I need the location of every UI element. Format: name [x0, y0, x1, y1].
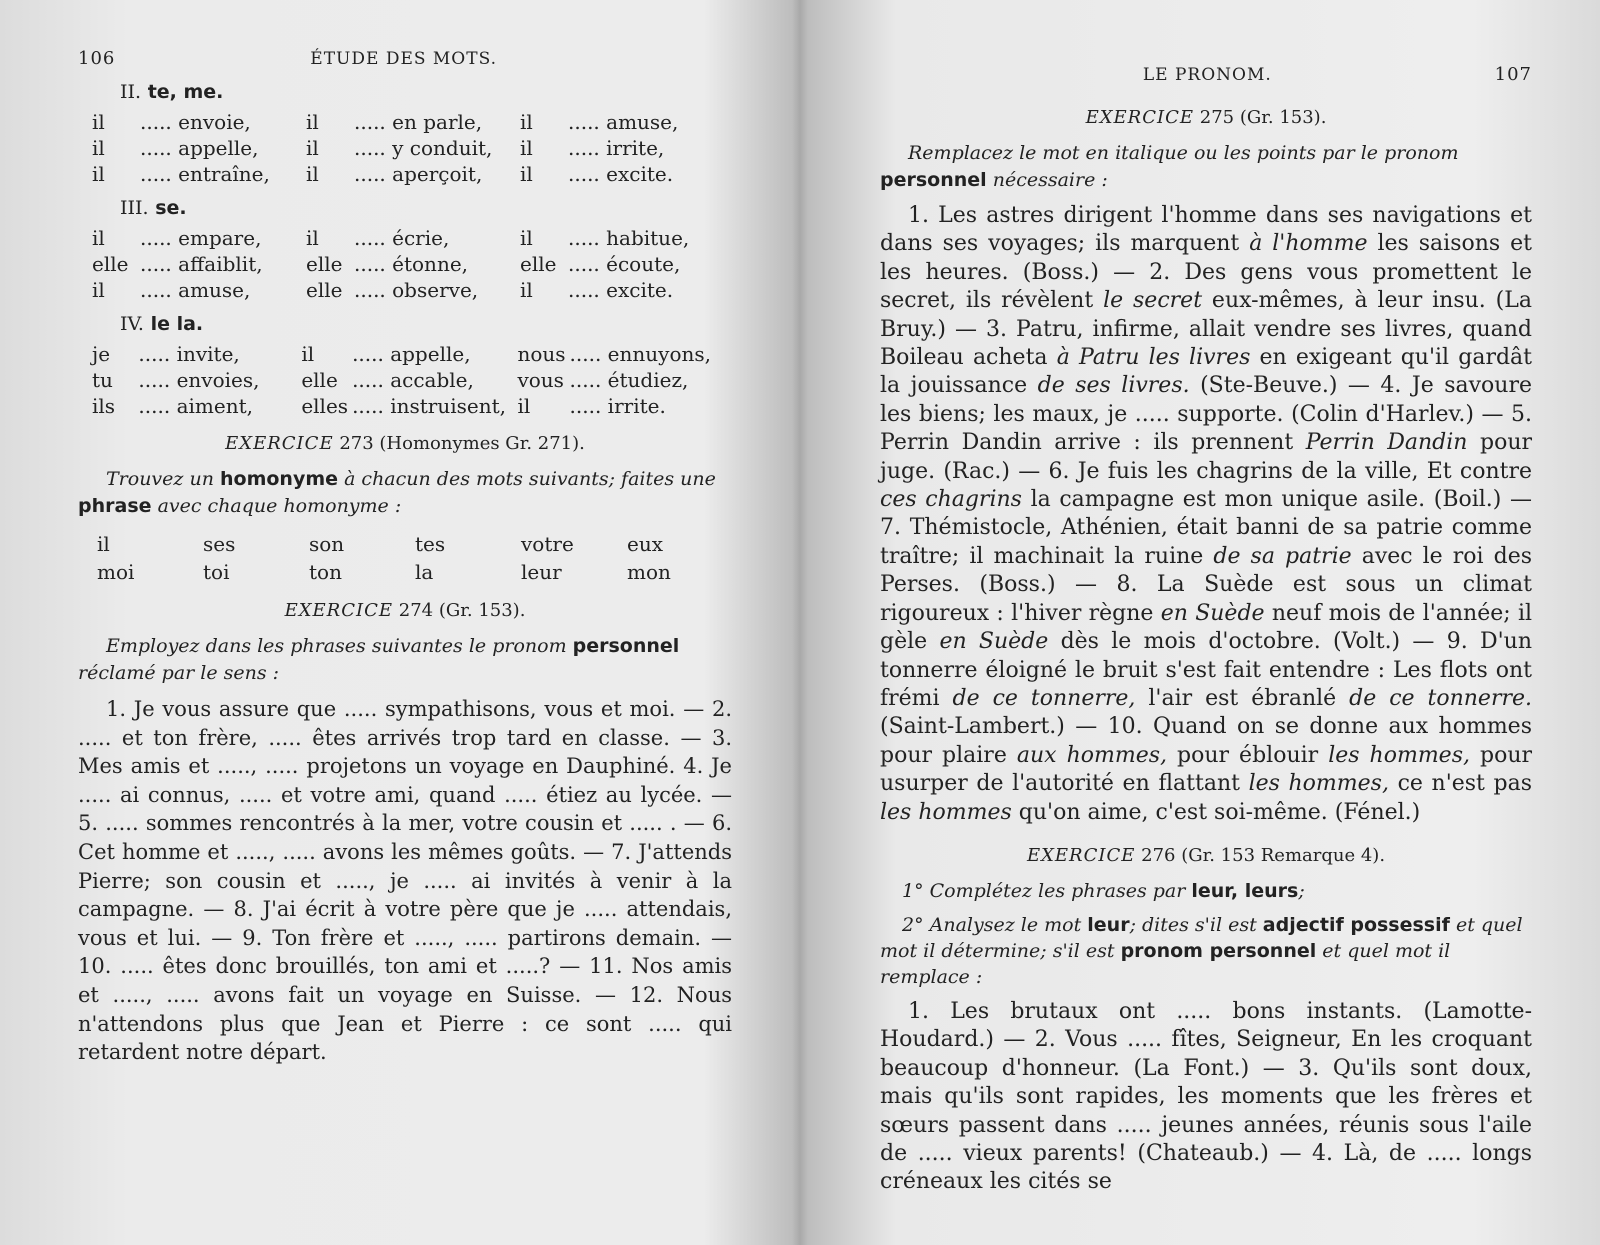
drill-table: [90, 225, 732, 303]
drill-row: [90, 251, 732, 277]
section-numeral: III.: [120, 197, 149, 219]
italic-run: de ce tonnerre,: [952, 685, 1136, 711]
exercise-274-title: [78, 600, 732, 621]
text-run: pour éblouir: [1167, 742, 1329, 768]
section-title: te, me.: [147, 81, 224, 103]
text-run: pour juge. (Rac.) — 6. Je fuis les chagrins de la ville, Et contre: [880, 430, 1532, 484]
section-heading: [120, 313, 732, 335]
pronoun-cell: elles: [301, 394, 349, 418]
verb-cell: ..... appelle,: [140, 136, 259, 160]
verb-cell: ..... ennuyons,: [569, 342, 711, 366]
text-run: neuf mois de l'année; il gèle: [880, 600, 1533, 655]
verb-cell: ..... aperçoit,: [354, 162, 483, 186]
exercise-273-title: [78, 433, 732, 454]
exercise-label: EXERCICE: [225, 433, 334, 454]
italic-run: les hommes,: [1328, 742, 1470, 768]
drill-sections: [78, 81, 732, 419]
instr-bold: adjectif possessif: [1262, 913, 1450, 936]
homonym-word: toi: [203, 560, 230, 584]
verb-cell: ..... écoute,: [568, 252, 681, 276]
homonym-word: ses: [203, 532, 236, 556]
instr-text: ; dites s'il est: [1129, 913, 1257, 936]
italic-run: en Suède: [1160, 600, 1265, 626]
pronoun-cell: il: [520, 162, 533, 186]
italic-run: de ses livres.: [1037, 373, 1190, 399]
drill-row: [90, 393, 732, 419]
pronoun-cell: il: [301, 342, 315, 366]
text-run: qu'on aime, c'est soi-même. (Fénel.): [1011, 799, 1421, 825]
pronoun-cell: elle: [301, 368, 338, 392]
pronoun-cell: il: [306, 136, 319, 160]
section-numeral: IV.: [120, 313, 144, 335]
exercise-275-title: [880, 107, 1532, 128]
exercise-273-instructions: [78, 466, 732, 520]
text-run: (Saint-Lambert.) — 10. Quand on se donne aux hommes pour plaire: [880, 714, 1532, 768]
section-heading: [120, 197, 732, 219]
italic-run: ces chagrins: [880, 487, 1022, 513]
verb-cell: ..... écrie,: [354, 226, 450, 250]
drill-row: [90, 109, 732, 135]
verb-cell: ..... en parle,: [354, 110, 483, 134]
instr-text: nécessaire :: [992, 169, 1108, 191]
exercise-ref: 275 (Gr. 153).: [1199, 107, 1327, 128]
instr-text: 2° Analysez le mot: [902, 913, 1082, 936]
verb-cell: ..... irrite.: [569, 394, 666, 418]
drill-table: [90, 341, 732, 419]
italic-run: le secret: [1103, 288, 1203, 314]
verb-cell: ..... instruisent,: [352, 394, 506, 418]
italic-run: de sa patrie: [1213, 543, 1352, 569]
right-page: [800, 0, 1600, 1245]
pronoun-cell: il: [92, 278, 105, 302]
exercise-label: EXERCICE: [1026, 844, 1136, 866]
instr-text: réclamé par le sens :: [78, 662, 280, 684]
italic-run: à l'homme: [1249, 231, 1368, 257]
verb-cell: ..... envoie,: [140, 110, 251, 134]
homonym-word: votre: [521, 532, 574, 556]
homonym-word: leur: [521, 560, 562, 584]
instr-text: à chacun des mots suivants; faites une: [344, 468, 716, 490]
verb-cell: ..... habitue,: [568, 226, 690, 250]
text-run: les saisons et les heures. (Boss.) — 2. Des gens vous promettent le secret, ils révèlent: [880, 231, 1532, 314]
verb-cell: ..... envoies,: [138, 368, 260, 392]
text-run: (Ste-Beuve.) — 4. Je savoure les biens; les maux, je ..... supporte. (Colin d'Harlev.) — 5. Perrin Dandin arrive : ils prennent: [880, 373, 1532, 456]
exercise-276-instruction-1: [880, 878, 1532, 904]
exercise-275-instructions: [880, 140, 1532, 194]
verb-cell: ..... excite.: [568, 278, 674, 302]
instr-text: ;: [1298, 879, 1305, 902]
instr-bold: pronom personnel: [1120, 939, 1317, 962]
exercise-label: EXERCICE: [284, 600, 394, 621]
instr-bold: personnel: [572, 635, 680, 657]
verb-cell: ..... aiment,: [138, 394, 253, 418]
text-run: eux-mêmes, à leur insu. (La Bruy.) — 3. Patru, infirme, allait vendre ses livres, quand Boileau acheta: [880, 288, 1532, 371]
verb-cell: ..... excite.: [568, 162, 674, 186]
left-running-title: ÉTUDE DES MOTS.: [310, 49, 498, 69]
text-run: l'air est ébranlé: [1135, 685, 1350, 711]
right-running-head: [880, 64, 1532, 85]
right-running-title: LE PRONOM.: [1142, 65, 1272, 85]
homonym-word: moi: [97, 560, 135, 584]
verb-cell: ..... affaiblit,: [140, 252, 263, 276]
verb-cell: ..... observe,: [354, 278, 479, 302]
instr-bold: phrase: [78, 495, 152, 517]
drill-row: [90, 277, 732, 303]
homonym-word-table: [96, 530, 732, 586]
pronoun-cell: je: [92, 342, 111, 366]
exercise-274-text: 1. Je vous assure que ..... sympathisons, vous et moi. — 2. ..... et ton frère, ..... êtes arrivés trop tard en classe. — 3. Mes amis et ....., ..... projetons un voyage en Dauphiné. 4. Je ..... ai connus, ..... et votre ami, quand ..... étiez au lycée. — 5. ..... sommes rencontrés à la mer, votre cousin et ..... . — 6. Cet homme et ....., ..... avons les mêmes goûts. — 7. J'attends Pierre; son cousin et ....., je ..... ai invités à venir à la campagne. — 8. J'ai écrit à votre père que je ..... attendais, vous et lui. — 9. Ton frère et ....., ..... partirons demain. — 10. ..... êtes donc brouillés, ton ami et .....? — 11. Nos amis et ....., ..... avons fait un voyage en Suisse. — 12. Nous n'attendons plus que Jean et Pierre : ce sont ..... qui retardent notre départ.: [78, 697, 732, 1065]
instr-text: Remplacez le mot en italique ou les points par le pronom: [908, 142, 1459, 164]
drill-row: [90, 161, 732, 187]
exercise-ref: 274 (Gr. 153).: [398, 600, 526, 621]
homonym-word: ton: [309, 560, 342, 584]
exercise-label: EXERCICE: [1085, 107, 1195, 128]
pronoun-cell: elle: [306, 278, 343, 302]
pronoun-cell: tu: [92, 368, 113, 392]
pronoun-cell: il: [520, 136, 533, 160]
italic-run: en Suède: [939, 629, 1049, 655]
section-heading: [120, 81, 732, 103]
drill-row: [90, 341, 732, 367]
italic-run: de ce tonnerre.: [1349, 685, 1533, 711]
text-run: la campagne est mon unique asile. (Boil.) — 7. Thémistocle, Athénien, était banni de sa patrie comme traître; il machinait la ruine: [880, 487, 1532, 569]
instr-text: et quel mot il détermine; s'il est: [880, 913, 1523, 962]
section-title: se.: [155, 197, 187, 219]
homonym-word: son: [309, 532, 345, 556]
italic-run: les hommes: [880, 799, 1012, 825]
exercise-ref: 276 (Gr. 153 Remarque 4).: [1141, 844, 1386, 866]
pronoun-cell: nous: [517, 342, 566, 366]
drill-row: [90, 367, 732, 393]
verb-cell: ..... étudiez,: [569, 368, 689, 392]
left-page-number: 106: [78, 48, 116, 69]
verb-cell: ..... amuse,: [140, 278, 251, 302]
text-run: ce n'est pas: [1388, 771, 1532, 797]
instr-text: avec chaque homonyme :: [157, 495, 402, 517]
section-numeral: II.: [120, 81, 142, 103]
homonym-word: tes: [415, 532, 446, 556]
italic-run: Perrin Dandin: [1305, 430, 1468, 456]
drill-table: [90, 109, 732, 187]
exercise-274-instructions: [78, 633, 732, 687]
pronoun-cell: il: [92, 162, 105, 186]
pronoun-cell: il: [517, 394, 531, 418]
word-row: [96, 558, 732, 586]
homonym-word: eux: [627, 532, 663, 556]
homonym-word: il: [97, 532, 110, 556]
pronoun-cell: il: [306, 162, 319, 186]
section-title: le la.: [150, 313, 204, 335]
text-run: avec le roi des Perses. (Boss.) — 8. La Suède est sous un climat rigoureux : l'hiver règne: [880, 543, 1533, 626]
italic-run: aux hommes,: [1016, 742, 1168, 768]
text-run: 1. Les astres dirigent l'homme dans ses navigations et dans ses voyages; ils marquent: [880, 203, 1532, 257]
verb-cell: ..... accable,: [352, 368, 474, 392]
text-run: en exigeant qu'il gardât la jouissance: [880, 345, 1533, 399]
instr-bold: homonyme: [219, 468, 339, 490]
verb-cell: ..... y conduit,: [354, 136, 493, 160]
verb-cell: ..... empare,: [140, 226, 262, 250]
pronoun-cell: elle: [92, 252, 129, 276]
exercise-275-text: [880, 202, 1532, 827]
verb-cell: ..... invite,: [138, 342, 240, 366]
exercise-276-text: 1. Les brutaux ont ..... bons instants. (Lamotte-Houdard.) — 2. Vous ..... fîtes, Seigneur, En les croquant beaucoup d'honneur. (La Font.) — 3. Qu'ils sont doux, mais qu'ils sont rapides, les moments que les frères et sœurs passent dans ..... jeunes années, réunis sous l'aile de ..... vieux parents! (Chateaub.) — 4. Là, de ..... longs créneaux les cités se: [880, 998, 1532, 1195]
exercise-ref: 273 (Homonymes Gr. 271).: [339, 433, 585, 454]
instr-text: Trouvez un: [106, 468, 214, 490]
italic-run: à Patru les livres: [1056, 345, 1251, 371]
exercise-276-instruction-2: [880, 912, 1532, 990]
pronoun-cell: il: [520, 226, 533, 250]
verb-cell: ..... entraîne,: [140, 162, 270, 186]
pronoun-cell: vous: [517, 368, 564, 392]
pronoun-cell: ils: [92, 394, 116, 418]
verb-cell: ..... irrite,: [568, 136, 665, 160]
pronoun-cell: elle: [520, 252, 557, 276]
left-running-head: [78, 48, 732, 69]
instr-text: 1° Complétez les phrases par: [902, 879, 1186, 902]
drill-row: [90, 225, 732, 251]
verb-cell: ..... amuse,: [568, 110, 679, 134]
pronoun-cell: il: [306, 226, 319, 250]
instr-bold: leur, leurs: [1191, 879, 1299, 902]
pronoun-cell: il: [92, 136, 105, 160]
text-run: dès le mois d'octobre. (Volt.) — 9. D'un tonnerre éloigné le bruit s'est fait entendre : Les flots ont frémi: [880, 629, 1533, 711]
instr-bold: personnel: [880, 169, 987, 191]
instr-text: et quel mot il remplace :: [880, 939, 1451, 988]
pronoun-cell: il: [306, 110, 319, 134]
homonym-word: la: [415, 560, 434, 584]
drill-row: [90, 135, 732, 161]
italic-run: les hommes,: [1248, 771, 1389, 797]
homonym-word: mon: [627, 560, 671, 584]
verb-cell: ..... appelle,: [352, 342, 471, 366]
right-page-number: 107: [1494, 64, 1532, 85]
text-run: pour usurper de l'autorité en flattant: [880, 742, 1533, 797]
word-row: [96, 530, 732, 558]
verb-cell: ..... étonne,: [354, 252, 469, 276]
instr-bold: leur: [1087, 913, 1130, 936]
pronoun-cell: il: [520, 278, 533, 302]
pronoun-cell: elle: [306, 252, 343, 276]
exercise-276-title: [880, 845, 1532, 866]
pronoun-cell: il: [92, 110, 105, 134]
pronoun-cell: il: [520, 110, 533, 134]
pronoun-cell: il: [92, 226, 105, 250]
instr-text: Employez dans les phrases suivantes le pronom: [106, 635, 567, 657]
